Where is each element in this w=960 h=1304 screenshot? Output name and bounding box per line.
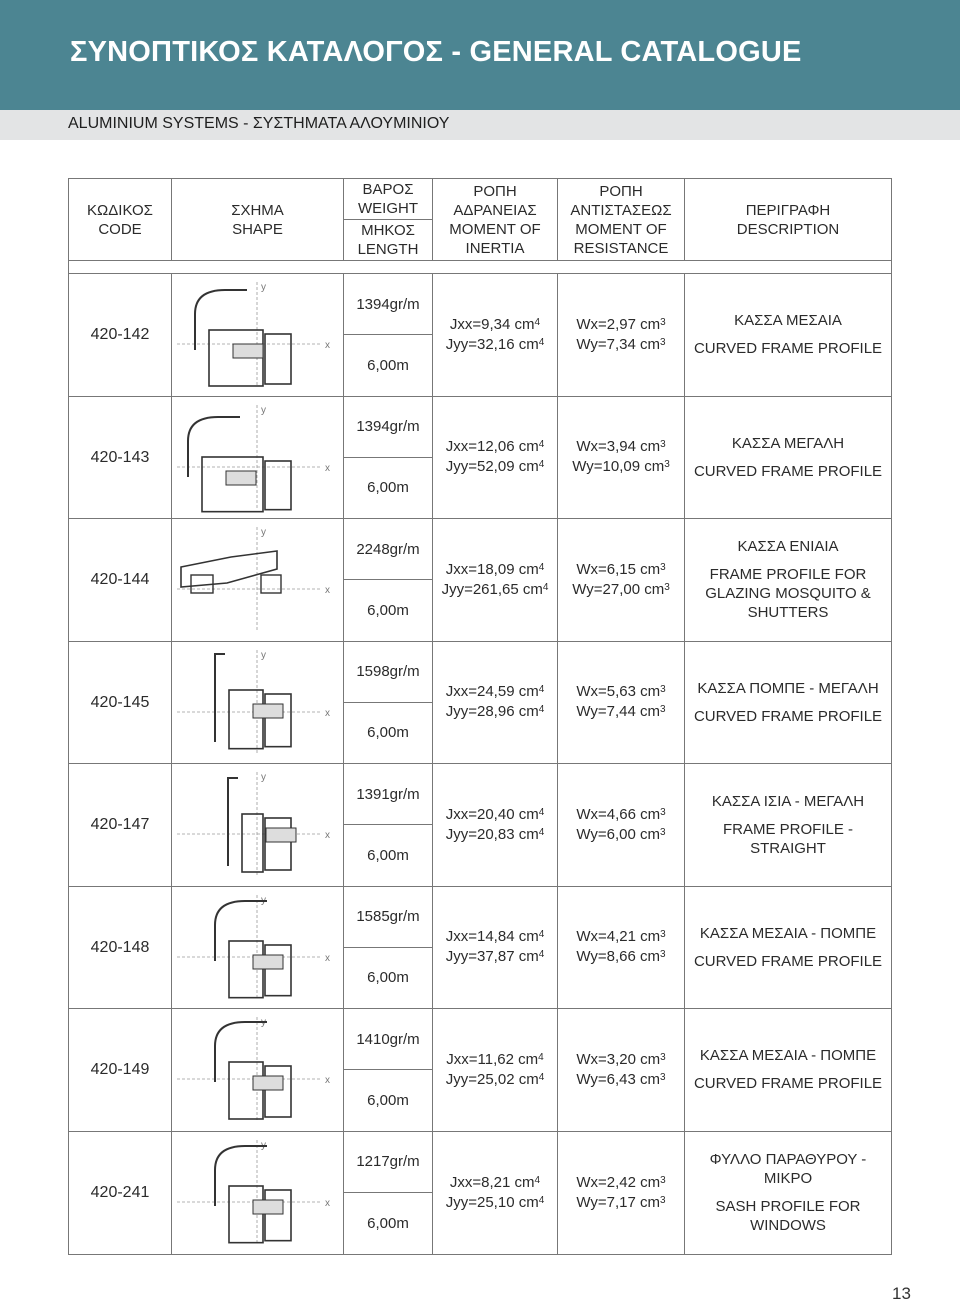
profile-shape xyxy=(172,642,344,764)
weight-length xyxy=(344,764,433,886)
weight-length xyxy=(344,397,433,519)
window-sash-profile-icon xyxy=(173,1132,343,1251)
header-resistance: ΡΟΠΗ ΑΝΤΙΣΤΑΣΕΩΣ MOMENT OF RESISTANCE xyxy=(558,179,685,260)
svg-text:x: x xyxy=(324,1198,330,1210)
moment-of-inertia: Jxx=8,21 $cm^4$ Jyy=25,10 $cm^4$ xyxy=(433,1132,558,1255)
table-row xyxy=(69,887,891,1010)
profile-length: 6,00m xyxy=(367,479,409,497)
curved-frame-profile-icon xyxy=(173,274,343,392)
jyy-value: Jyy=28,96 cm xyxy=(445,703,539,721)
svg-text:y: y xyxy=(260,1140,266,1152)
profile-length: 6,00m xyxy=(367,1091,409,1109)
header-description: ΠΕΡΙΓΡΑΦΗ DESCRIPTION xyxy=(736,201,840,238)
profile-length: 6,00m xyxy=(367,601,409,619)
jxx-value: Jxx=9,34 cm xyxy=(449,315,535,333)
svg-text:y: y xyxy=(260,282,266,294)
profile-weight: 2248gr/m xyxy=(344,519,432,580)
jxx-value: Jxx=8,21 cm xyxy=(449,1173,535,1191)
profile-description xyxy=(685,764,891,886)
header-spacer xyxy=(69,261,891,274)
wy-value: Wy=6,00 cm xyxy=(576,825,661,843)
jyy-value: Jyy=52,09 cm xyxy=(445,458,539,476)
svg-text:x: x xyxy=(324,585,330,597)
moment-of-resistance: Wx=6,15 $cm^3$ Wy=27,00 $cm^3$ xyxy=(558,519,685,641)
svg-text:y: y xyxy=(260,527,266,539)
wx-value: Wx=3,20 cm xyxy=(576,1050,661,1068)
wy-value: Wy=8,66 cm xyxy=(576,948,661,966)
moment-of-resistance: Wx=2,97 $cm^3$ Wy=7,34 $cm^3$ xyxy=(558,274,685,396)
weight-length xyxy=(344,887,433,1009)
profile-length: 6,00m xyxy=(367,1215,409,1233)
profile-description xyxy=(685,397,891,519)
jxx-value: Jxx=14,84 cm xyxy=(445,928,539,946)
moment-of-inertia: Jxx=24,59 $cm^4$ Jyy=28,96 $cm^4$ xyxy=(433,642,558,764)
moment-of-inertia: Jxx=11,62 $cm^4$ Jyy=25,02 $cm^4$ xyxy=(433,1009,558,1131)
page-number: 13 xyxy=(892,1284,911,1303)
jyy-value: Jyy=25,10 cm xyxy=(445,1193,539,1211)
page-title: ΣΥΝΟΠΤΙΚΟΣ ΚΑΤΑΛΟΓΟΣ - GENERAL CATALOGUE xyxy=(70,36,802,68)
jyy-value: Jyy=20,83 cm xyxy=(445,825,539,843)
svg-text:x: x xyxy=(324,830,330,842)
profile-length: 6,00m xyxy=(367,969,409,987)
svg-text:y: y xyxy=(260,1017,266,1029)
wx-value: Wx=6,15 cm xyxy=(576,560,661,578)
table-row xyxy=(69,1009,891,1132)
jxx-value: Jxx=11,62 cm xyxy=(446,1050,539,1068)
description-english: FRAME PROFILE FOR GLAZING MOSQUITO & SHUTTERS xyxy=(705,566,871,622)
header-shape: ΣΧΗΜΑ SHAPE xyxy=(172,179,344,260)
profile-description xyxy=(685,519,891,641)
table-header xyxy=(69,179,891,261)
profile-code: 420-147 xyxy=(69,764,172,886)
jyy-value: Jyy=25,02 cm xyxy=(445,1070,539,1088)
wx-value: Wx=4,21 cm xyxy=(576,928,661,946)
description-greek: ΚΑΣΣΑ ΕΝΙΑΙΑ xyxy=(737,538,839,556)
jxx-value: Jxx=24,59 cm xyxy=(445,683,539,701)
table-row xyxy=(69,519,891,642)
profile-weight: 1394gr/m xyxy=(344,397,432,458)
profile-weight: 1598gr/m xyxy=(344,642,432,703)
table-row xyxy=(69,642,891,765)
jyy-value: Jyy=37,87 cm xyxy=(445,948,539,966)
profile-shape xyxy=(172,1132,344,1255)
description-english: CURVED FRAME PROFILE xyxy=(693,1075,883,1093)
table-row xyxy=(69,764,891,887)
profile-shape xyxy=(172,1009,344,1131)
profile-code: 420-142 xyxy=(69,274,172,396)
profile-length: 6,00m xyxy=(367,846,409,864)
bullnose-frame-profile-icon xyxy=(173,642,343,760)
title-banner xyxy=(0,0,960,110)
header-weight-length: ΒΑΡΟΣ WEIGHT ΜΗΚΟΣ LENGTH xyxy=(344,179,433,260)
moment-of-resistance: Wx=4,21 $cm^3$ Wy=8,66 $cm^3$ xyxy=(558,887,685,1009)
profile-description xyxy=(685,887,891,1009)
weight-length xyxy=(344,519,433,641)
svg-text:y: y xyxy=(260,894,266,906)
table-body xyxy=(69,274,891,1254)
svg-text:x: x xyxy=(324,462,330,474)
description-english: CURVED FRAME PROFILE xyxy=(693,462,883,480)
description-english: CURVED FRAME PROFILE xyxy=(693,952,883,970)
wy-value: Wy=7,17 cm xyxy=(576,1193,661,1211)
weight-length xyxy=(344,642,433,764)
moment-of-inertia: Jxx=18,09 $cm^4$ Jyy=261,65 $cm^4$ xyxy=(433,519,558,641)
description-greek: ΚΑΣΣΑ ΜΕΣΑΙΑ xyxy=(734,312,842,330)
description-english: CURVED FRAME PROFILE xyxy=(693,707,883,725)
weight-length xyxy=(344,1009,433,1131)
profile-weight: 1585gr/m xyxy=(344,887,432,948)
profile-code: 420-144 xyxy=(69,519,172,641)
subtitle-bar xyxy=(0,110,960,140)
profile-code: 420-148 xyxy=(69,887,172,1009)
svg-text:y: y xyxy=(260,649,266,661)
wy-value: Wy=10,09 cm xyxy=(572,458,665,476)
profile-description xyxy=(685,274,891,396)
table-row xyxy=(69,397,891,520)
svg-text:y: y xyxy=(260,404,266,416)
profile-shape xyxy=(172,274,344,396)
profile-shape xyxy=(172,764,344,886)
moment-of-inertia: Jxx=20,40 $cm^4$ Jyy=20,83 $cm^4$ xyxy=(433,764,558,886)
profile-description xyxy=(685,1009,891,1131)
unified-frame-profile-icon xyxy=(173,519,343,637)
wx-value: Wx=2,42 cm xyxy=(576,1173,661,1191)
description-english: SASH PROFILE FOR WINDOWS xyxy=(715,1198,861,1235)
svg-text:y: y xyxy=(260,772,266,784)
medium-bullnose-frame-profile-icon xyxy=(173,1009,343,1127)
wy-value: Wy=27,00 cm xyxy=(572,580,665,598)
table-row xyxy=(69,274,891,397)
profile-code: 420-145 xyxy=(69,642,172,764)
svg-text:x: x xyxy=(324,340,330,352)
large-curved-frame-profile-icon xyxy=(173,397,343,515)
page-subtitle: ALUMINIUM SYSTEMS - ΣΥΣΤΗΜΑΤΑ ΑΛΟΥΜΙΝΙΟΥ xyxy=(68,115,450,132)
moment-of-resistance: Wx=3,20 $cm^3$ Wy=6,43 $cm^3$ xyxy=(558,1009,685,1131)
moment-of-resistance: Wx=2,42 $cm^3$ Wy=7,17 $cm^3$ xyxy=(558,1132,685,1255)
description-greek: ΦΥΛΛΟ ΠΑΡΑΘΥΡΟΥ - ΜΙΚΡΟ xyxy=(709,1151,867,1188)
wx-value: Wx=5,63 cm xyxy=(576,683,661,701)
profile-code: 420-143 xyxy=(69,397,172,519)
wy-value: Wy=7,44 cm xyxy=(576,703,661,721)
profile-description xyxy=(685,1132,891,1255)
profile-weight: 1394gr/m xyxy=(344,274,432,335)
header-inertia: ΡΟΠΗ ΑΔΡΑΝΕΙΑΣ MOMENT OF INERTIA xyxy=(433,179,558,260)
weight-length xyxy=(344,274,433,396)
description-greek: ΚΑΣΣΑ ΜΕΣΑΙΑ - ΠΟΜΠΕ xyxy=(699,924,877,942)
profile-length: 6,00m xyxy=(367,356,409,374)
wy-value: Wy=7,34 cm xyxy=(576,335,661,353)
medium-bullnose-frame-profile-icon xyxy=(173,887,343,1005)
description-english: CURVED FRAME PROFILE xyxy=(693,340,883,358)
profile-shape xyxy=(172,887,344,1009)
svg-text:x: x xyxy=(324,707,330,719)
straight-frame-profile-icon xyxy=(173,764,343,882)
profile-weight: 1391gr/m xyxy=(344,764,432,825)
jxx-value: Jxx=18,09 cm xyxy=(445,560,539,578)
jxx-value: Jxx=12,06 cm xyxy=(445,438,539,456)
profile-weight: 1410gr/m xyxy=(344,1009,432,1070)
catalogue-table xyxy=(68,178,892,1255)
moment-of-resistance: Wx=5,63 $cm^3$ Wy=7,44 $cm^3$ xyxy=(558,642,685,764)
profile-shape xyxy=(172,397,344,519)
description-greek: ΚΑΣΣΑ ΠΟΜΠΕ - ΜΕΓΑΛΗ xyxy=(697,679,879,697)
weight-length xyxy=(344,1132,433,1255)
description-greek: ΚΑΣΣΑ ΜΕΣΑΙΑ - ΠΟΜΠΕ xyxy=(699,1047,877,1065)
header-code: ΚΩΔΙΚΟΣ CODE xyxy=(69,179,172,260)
svg-text:x: x xyxy=(324,952,330,964)
svg-text:x: x xyxy=(324,1075,330,1087)
profile-code: 420-241 xyxy=(69,1132,172,1255)
wx-value: Wx=3,94 cm xyxy=(576,438,661,456)
wx-value: Wx=4,66 cm xyxy=(576,805,661,823)
profile-code: 420-149 xyxy=(69,1009,172,1131)
description-greek: ΚΑΣΣΑ ΙΣΙΑ - ΜΕΓΑΛΗ xyxy=(711,792,865,810)
moment-of-resistance: Wx=4,66 $cm^3$ Wy=6,00 $cm^3$ xyxy=(558,764,685,886)
moment-of-inertia: Jxx=14,84 $cm^4$ Jyy=37,87 $cm^4$ xyxy=(433,887,558,1009)
profile-shape xyxy=(172,519,344,641)
description-english: FRAME PROFILE - STRAIGHT xyxy=(722,820,853,857)
description-greek: ΚΑΣΣΑ ΜΕΓΑΛΗ xyxy=(731,434,845,452)
profile-length: 6,00m xyxy=(367,724,409,742)
moment-of-inertia: Jxx=12,06 $cm^4$ Jyy=52,09 $cm^4$ xyxy=(433,397,558,519)
wx-value: Wx=2,97 cm xyxy=(576,315,661,333)
table-row xyxy=(69,1132,891,1255)
jyy-value: Jyy=261,65 cm xyxy=(441,580,543,598)
profile-weight: 1217gr/m xyxy=(344,1132,432,1194)
jyy-value: Jyy=32,16 cm xyxy=(445,335,539,353)
jxx-value: Jxx=20,40 cm xyxy=(445,805,539,823)
moment-of-inertia: Jxx=9,34 $cm^4$ Jyy=32,16 $cm^4$ xyxy=(433,274,558,396)
wy-value: Wy=6,43 cm xyxy=(576,1070,661,1088)
moment-of-resistance: Wx=3,94 $cm^3$ Wy=10,09 $cm^3$ xyxy=(558,397,685,519)
profile-description xyxy=(685,642,891,764)
